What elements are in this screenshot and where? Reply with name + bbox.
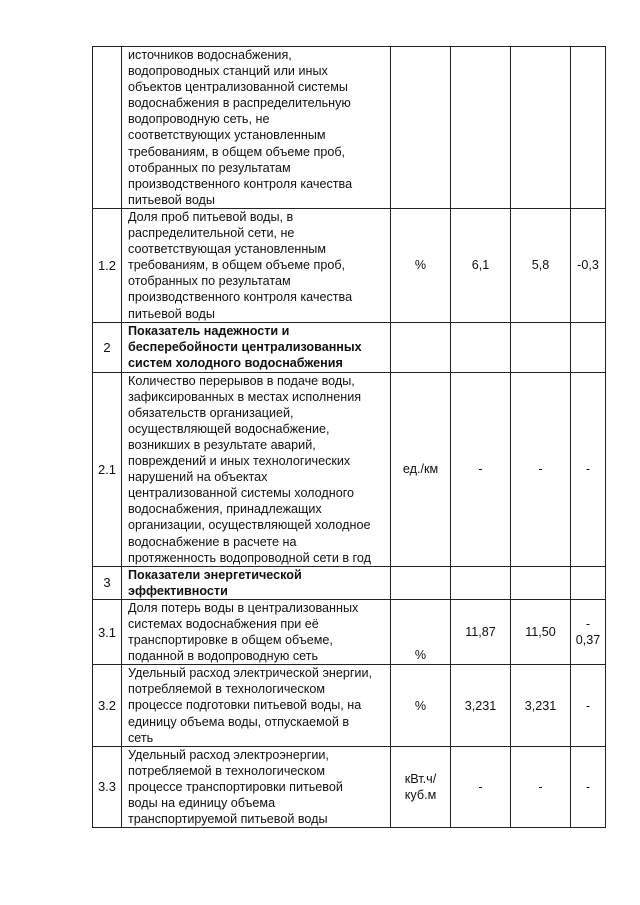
section-heading: Показатели энергетической эффективности	[122, 566, 391, 599]
row-value-2: -	[511, 372, 571, 566]
row-description: Доля проб питьевой воды, в распределительной сети, не соответствующая установленным требованиям, в общем объеме проб, отобранных по результатам производственного контроля качества питьевой воды	[122, 208, 391, 322]
row-unit: %	[391, 599, 451, 664]
row-value-2	[511, 322, 571, 372]
row-value-1: -	[451, 746, 511, 827]
section-heading: Показатель надежности и бесперебойности централизованных систем холодного водоснабжения	[122, 322, 391, 372]
row-value-1	[451, 322, 511, 372]
row-value-3	[571, 47, 606, 209]
table-row	[93, 322, 606, 372]
row-number: 1.2	[93, 208, 122, 322]
row-number	[93, 47, 122, 209]
row-number: 2	[93, 322, 122, 372]
row-description: Количество перерывов в подаче воды, зафиксированных в местах исполнения обязательств организацией, осуществляющей водоснабжение, возникших в результате аварий, повреждений и иных технологических нарушений на объектах централизованной системы холодного водоснабжения, принадлежащих организации, осуществляющей холодное водоснабжение в расчете на протяженность водопроводной сети в год	[122, 372, 391, 566]
row-number: 2.1	[93, 372, 122, 566]
row-number: 3.2	[93, 665, 122, 746]
row-value-3	[571, 322, 606, 372]
row-description: Доля потерь воды в централизованных системах водоснабжения при её транспортировке в общем объеме, поданной в водопроводную сеть	[122, 599, 391, 664]
table-row	[93, 746, 606, 827]
row-value-2: 3,231	[511, 665, 571, 746]
table-row	[93, 599, 606, 664]
row-value-2: -	[511, 746, 571, 827]
row-value-3: - 0,37	[571, 599, 606, 664]
row-unit: %	[391, 208, 451, 322]
row-value-3: -	[571, 665, 606, 746]
row-unit	[391, 566, 451, 599]
row-unit	[391, 47, 451, 209]
table-row	[93, 566, 606, 599]
row-value-2: 11,50	[511, 599, 571, 664]
row-description: Удельный расход электроэнергии, потребляемой в технологическом процессе транспортировки питьевой воды на единицу объема транспортируемой питьевой воды	[122, 746, 391, 827]
row-value-1	[451, 47, 511, 209]
row-value-2	[511, 47, 571, 209]
table-row	[93, 372, 606, 566]
row-value-3: -0,3	[571, 208, 606, 322]
row-value-2: 5,8	[511, 208, 571, 322]
table-row	[93, 47, 606, 209]
row-description: Удельный расход электрической энергии, потребляемой в технологическом процессе подготовки питьевой воды, на единицу объема воды, отпускаемой в сеть	[122, 665, 391, 746]
row-value-3: -	[571, 746, 606, 827]
table-row	[93, 665, 606, 746]
row-value-1: 3,231	[451, 665, 511, 746]
row-number: 3.1	[93, 599, 122, 664]
row-value-1: 11,87	[451, 599, 511, 664]
row-description: источников водоснабжения, водопроводных станций или иных объектов централизованной системы водоснабжения в распределительную водопроводную сеть, не соответствующих установленным требованиям, в общем объеме проб, отобранных по результатам производственного контроля качества питьевой воды	[122, 47, 391, 209]
row-unit	[391, 322, 451, 372]
row-unit: кВт.ч/ куб.м	[391, 746, 451, 827]
indicators-table	[92, 46, 606, 828]
row-value-1: 6,1	[451, 208, 511, 322]
row-value-1	[451, 566, 511, 599]
row-value-3	[571, 566, 606, 599]
row-number: 3	[93, 566, 122, 599]
row-unit: ед./км	[391, 372, 451, 566]
row-unit: %	[391, 665, 451, 746]
row-value-2	[511, 566, 571, 599]
row-value-1: -	[451, 372, 511, 566]
table-row	[93, 208, 606, 322]
row-value-3: -	[571, 372, 606, 566]
row-number: 3.3	[93, 746, 122, 827]
